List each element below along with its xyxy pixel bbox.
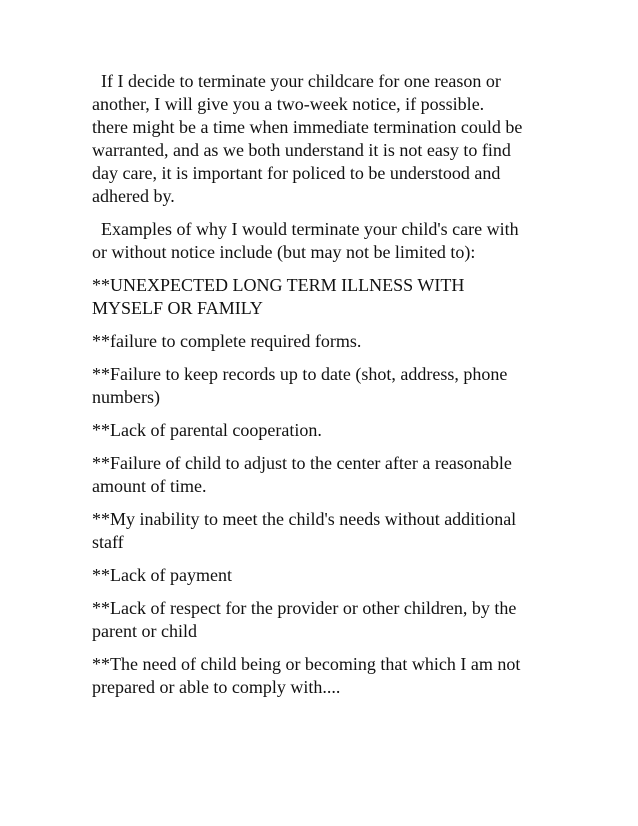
document-body <box>92 70 552 709</box>
list-item-illness: **UNEXPECTED LONG TERM ILLNESS WITH MYSELF OR FAMILY <box>92 275 465 318</box>
list-item-staff: **My inability to meet the child's needs without additional staff <box>92 509 517 552</box>
list-item-forms: **failure to complete required forms. <box>92 331 362 351</box>
list-item-records: **Failure to keep records up to date (shot, address, phone numbers) <box>92 364 508 407</box>
list-item-adjustment: **Failure of child to adjust to the center after a reasonable amount of time. <box>92 453 512 496</box>
list-item-cooperation: **Lack of parental cooperation. <box>92 420 322 440</box>
list-item-respect: **Lack of respect for the provider or other children, by the parent or child <box>92 598 517 641</box>
list-item-payment: **Lack of payment <box>92 565 232 585</box>
termination-notice-paragraph: If I decide to terminate your childcare for one reason or another, I will give you a two-week notice, if possible. there might be a time when immediate termination could be warranted, and as we both understand it is not easy to find day care, it is important for policed to be understood and adhered by. <box>92 71 523 206</box>
list-item-compliance: **The need of child being or becoming that which I am not prepared or able to comply with.... <box>92 654 521 697</box>
termination-examples-intro: Examples of why I would terminate your child's care with or without notice include (but may not be limited to): <box>92 219 519 262</box>
